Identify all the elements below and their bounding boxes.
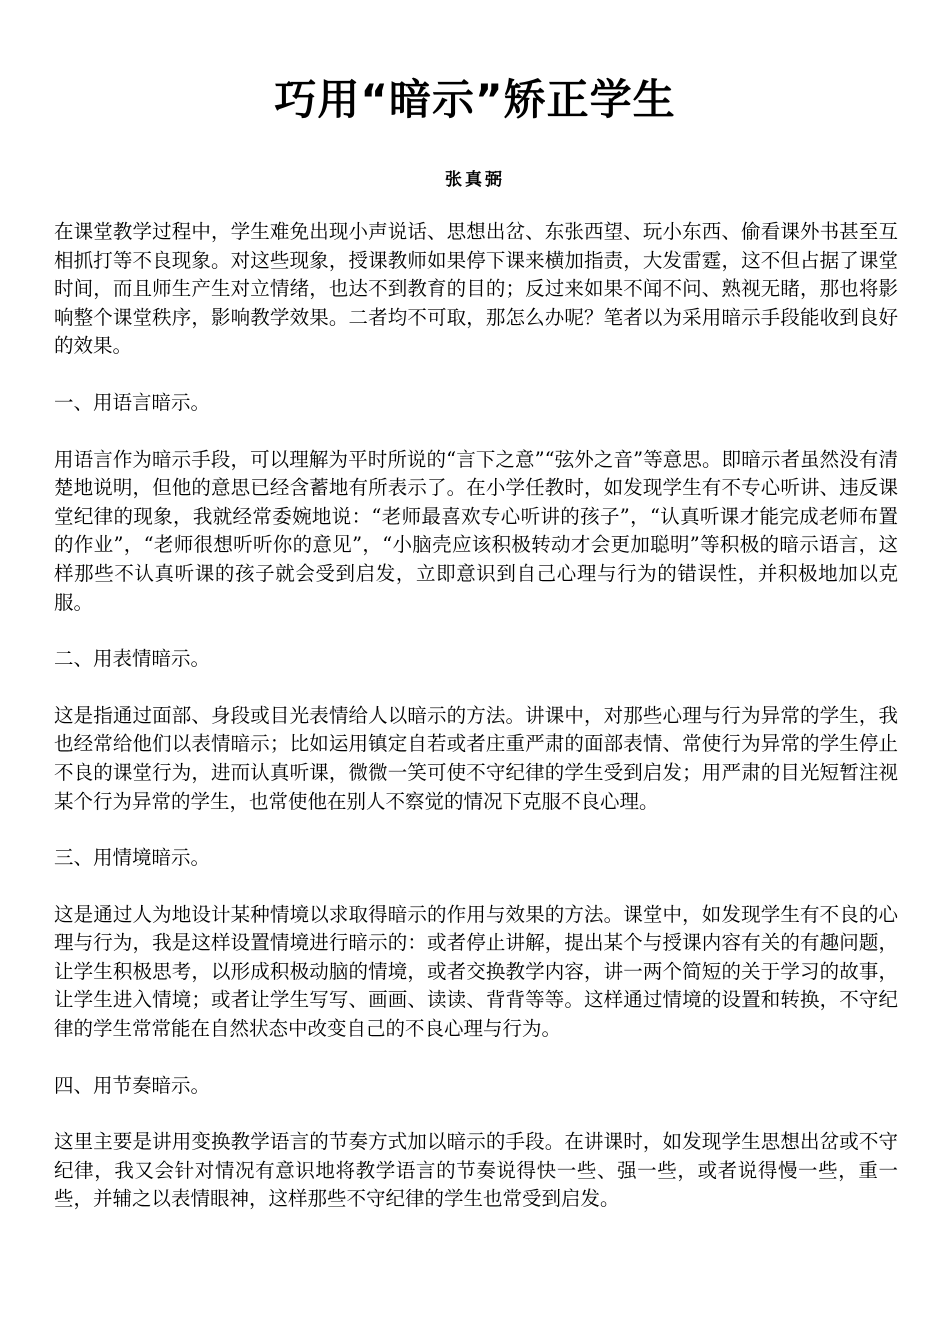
article-title: 巧用“暗示”矫正学生 (274, 75, 676, 124)
section-paragraph-2: 这是指通过面部、身段或目光表情给人以暗示的方法。讲课中，对那些心理与行为异常的学生，我也经常给他们以表情暗示；比如运用镇定自若或者庄重严肃的面部表情、常使行为异常的学生停止不良的课堂行为，进而认真听课，微微一笑可使不守纪律的学生受到启发；用严肃的目光短暂注视某个行为异常的学生，也常使他在别人不察觉的情况下克服不良心理。 (54, 703, 898, 813)
article-author: 张真弼 (445, 170, 505, 190)
section-paragraph-1: 用语言作为暗示手段，可以理解为平时所说的“言下之意”“弦外之音”等意思。即暗示者虽然没有清楚地说明，但他的意思已经含蓄地有所表示了。在小学任教时，如发现学生有不专心听讲、违反课堂纪律的现象，我就经常委婉地说：“老师最喜欢专心听讲的孩子”，“认真听课才能完成老师布置的作业”，“老师很想听听你的意见”，“小脑壳应该积极转动才会更加聪明”等积极的暗示语言，这样那些不认真听课的孩子就会受到启发，立即意识到自己心理与行为的错误性，并积极地加以克服。 (54, 447, 898, 614)
section-paragraph-4: 这里主要是讲用变换教学语言的节奏方式加以暗示的手段。在讲课时，如发现学生思想出岔或不守纪律，我又会针对情况有意识地将教学语言的节奏说得快一些、强一些，或者说得慢一些，重一些，并辅之以表情眼神，这样那些不守纪律的学生也常受到启发。 (54, 1130, 898, 1211)
article-body (54, 218, 898, 1242)
section-paragraph-3: 这是通过人为地设计某种情境以求取得暗示的作用与效果的方法。课堂中，如发现学生有不良的心理与行为，我是这样设置情境进行暗示的：或者停止讲解，提出某个与授课内容有关的有趣问题，让学生积极思考，以形成积极动脑的情境，或者交换教学内容，讲一两个简短的关于学习的故事，让学生进入情境；或者让学生写写、画画、读读、背背等等。这样通过情境的设置和转换，不守纪律的学生常常能在自然状态中改变自己的不良心理与行为。 (54, 902, 898, 1041)
section-heading-3: 三、用情境暗示。 (54, 846, 211, 870)
section-heading-1: 一、用语言暗示。 (54, 390, 211, 414)
intro-paragraph: 在课堂教学过程中，学生难免出现小声说话、思想出岔、东张西望、玩小东西、偷看课外书甚至互相抓打等不良现象。对这些现象，授课教师如果停下课来横加指责，大发雷霆，这不但占据了课堂时间，而且师生产生对立情绪，也达不到教育的目的；反过来如果不闻不问、熟视无睹，那也将影响整个课堂秩序，影响教学效果。二者均不可取，那怎么办呢？笔者以为采用暗示手段能收到良好的效果。 (54, 220, 898, 358)
section-heading-2: 二、用表情暗示。 (54, 647, 211, 671)
section-heading-4: 四、用节奏暗示。 (54, 1073, 211, 1097)
